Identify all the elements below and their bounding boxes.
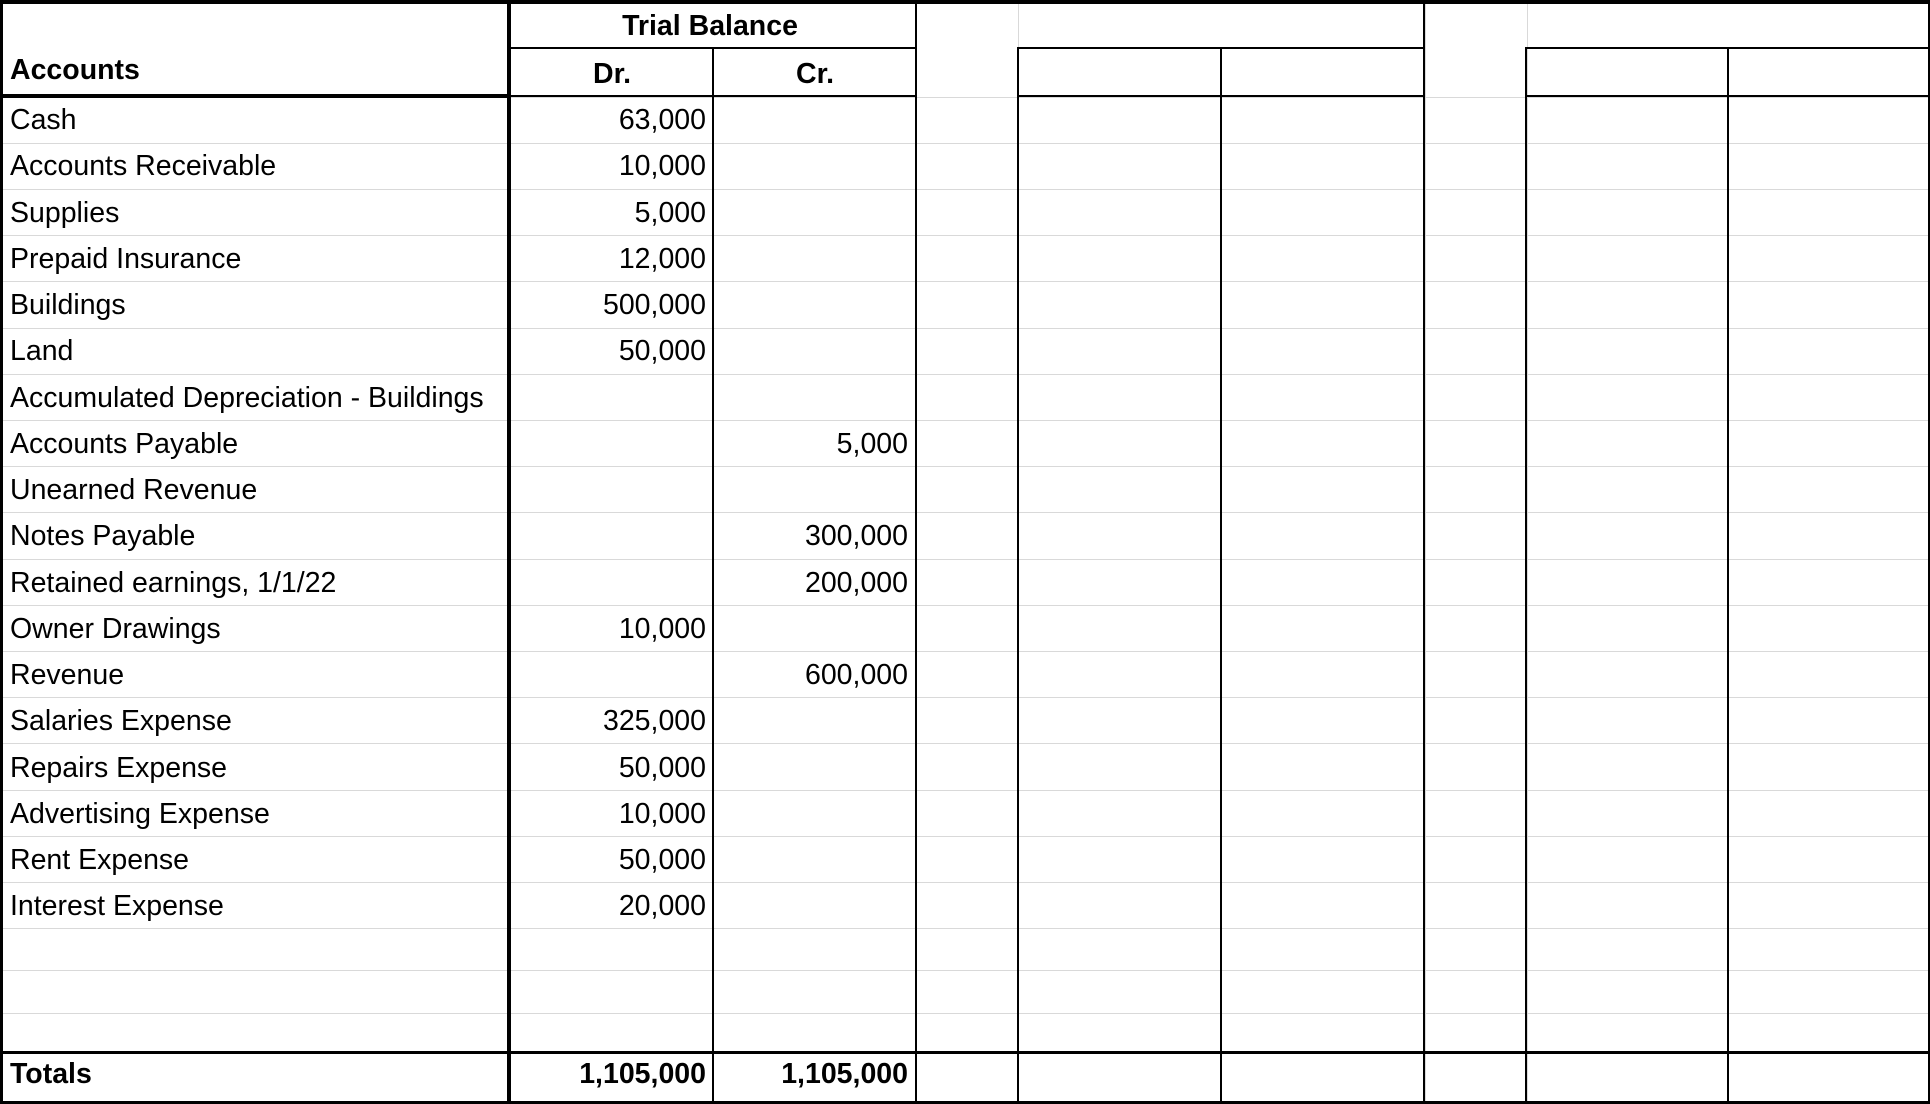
- credit-value[interactable]: [714, 375, 908, 421]
- debit-value[interactable]: [510, 652, 706, 698]
- gridline: [0, 1013, 1930, 1014]
- trial-balance-title[interactable]: Trial Balance: [622, 10, 798, 42]
- account-name[interactable]: Land: [10, 335, 74, 368]
- account-name[interactable]: Advertising Expense: [10, 797, 270, 830]
- credit-value[interactable]: 600,000: [804, 659, 908, 691]
- totals-label[interactable]: Totals: [10, 1058, 92, 1090]
- credit-value[interactable]: [714, 467, 908, 513]
- account-name[interactable]: Notes Payable: [10, 520, 196, 553]
- debit-value[interactable]: 12,000: [618, 242, 706, 275]
- credit-value[interactable]: [714, 745, 908, 791]
- debit-value[interactable]: 50,000: [618, 751, 706, 784]
- account-name[interactable]: Owner Drawings: [10, 612, 221, 645]
- dr-column-header[interactable]: Dr.: [592, 58, 632, 90]
- totals-cr[interactable]: 1,105,000: [781, 1058, 908, 1090]
- account-name[interactable]: Accounts Receivable: [10, 150, 277, 183]
- account-name[interactable]: Accounts Payable: [10, 427, 239, 460]
- debit-value[interactable]: 50,000: [618, 844, 706, 876]
- credit-value[interactable]: [714, 837, 908, 883]
- account-name[interactable]: Unearned Revenue: [10, 474, 258, 506]
- debit-value[interactable]: 500,000: [602, 289, 706, 321]
- credit-value[interactable]: [714, 328, 908, 374]
- debit-value[interactable]: [510, 375, 706, 421]
- debit-value[interactable]: 50,000: [618, 335, 706, 368]
- debit-value[interactable]: 20,000: [618, 890, 706, 923]
- debit-value[interactable]: 325,000: [602, 705, 706, 738]
- debit-value[interactable]: 5,000: [634, 196, 706, 229]
- debit-value[interactable]: 10,000: [618, 150, 706, 183]
- gridline: [1425, 0, 1426, 1104]
- border-line: [915, 0, 917, 1104]
- debit-value[interactable]: 10,000: [618, 797, 706, 830]
- debit-value[interactable]: [510, 560, 706, 606]
- account-name[interactable]: Salaries Expense: [10, 705, 232, 738]
- account-name[interactable]: Revenue: [10, 659, 125, 691]
- gridline: [0, 970, 1930, 971]
- border-line: [1220, 47, 1222, 1104]
- border-line: [1017, 47, 1019, 1104]
- credit-value[interactable]: [714, 97, 908, 143]
- account-name[interactable]: Buildings: [10, 289, 126, 321]
- credit-value[interactable]: [714, 791, 908, 837]
- border-line: [1423, 0, 1425, 1104]
- account-name[interactable]: Accumulated Depreciation - Buildings: [10, 381, 484, 414]
- credit-value[interactable]: 5,000: [836, 427, 908, 460]
- credit-value[interactable]: 200,000: [804, 566, 908, 599]
- debit-value[interactable]: 10,000: [618, 612, 706, 645]
- account-name[interactable]: Supplies: [10, 196, 120, 229]
- debit-value[interactable]: [510, 421, 706, 467]
- credit-value[interactable]: [714, 236, 908, 282]
- border-line: [1525, 47, 1527, 1104]
- border-line: [1727, 47, 1729, 1104]
- cr-column-header[interactable]: Cr.: [795, 58, 835, 90]
- account-name[interactable]: Prepaid Insurance: [10, 242, 242, 275]
- totals-dr[interactable]: 1,105,000: [579, 1058, 706, 1090]
- debit-value[interactable]: 63,000: [618, 104, 706, 136]
- gridline: [1527, 0, 1528, 1104]
- debit-value[interactable]: [510, 513, 706, 559]
- credit-value[interactable]: [714, 606, 908, 652]
- account-name[interactable]: Cash: [10, 104, 77, 136]
- account-name[interactable]: Rent Expense: [10, 844, 190, 876]
- credit-value[interactable]: [714, 698, 908, 744]
- credit-value[interactable]: [714, 143, 908, 189]
- accounts-header[interactable]: Accounts: [10, 54, 140, 86]
- credit-value[interactable]: [714, 883, 908, 929]
- credit-value[interactable]: [714, 190, 908, 236]
- account-name[interactable]: Repairs Expense: [10, 751, 228, 784]
- credit-value[interactable]: [714, 282, 908, 328]
- credit-value[interactable]: 300,000: [804, 520, 908, 553]
- account-name[interactable]: Retained earnings, 1/1/22: [10, 566, 337, 599]
- debit-value[interactable]: [510, 467, 706, 513]
- border-line: [0, 0, 1930, 4]
- border-line: [0, 0, 3, 1104]
- account-name[interactable]: Interest Expense: [10, 890, 224, 923]
